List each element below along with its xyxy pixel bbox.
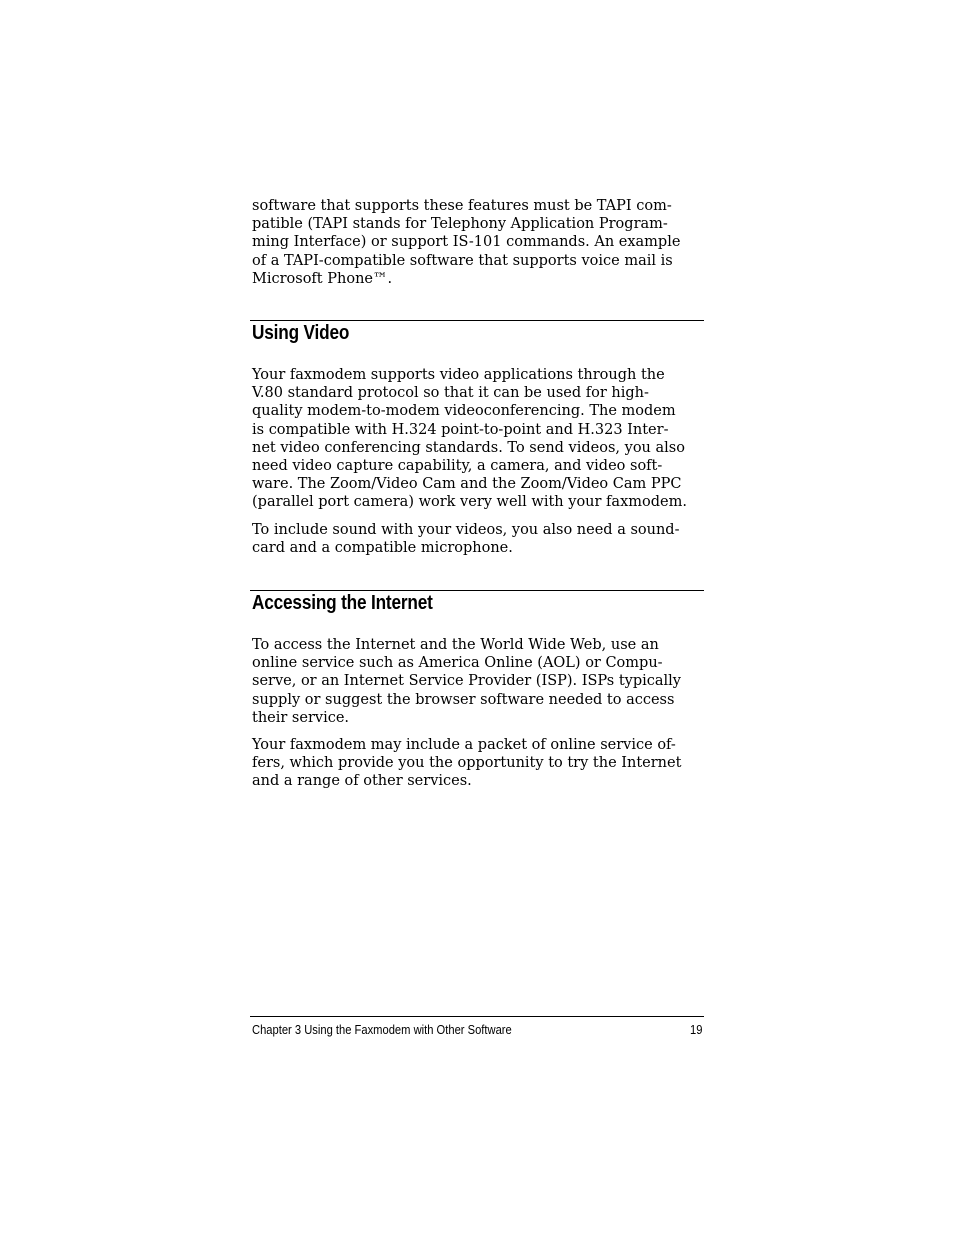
video-paragraph-1: Your faxmodem supports video applications through the V.80 standard protocol so that it can be used for high- quality modem-to-modem videoconferencing. The modem is compatible with H.324 point-to-point and H.323 Inter- net video conferencing standards. To send videos, you also need video capture capability, a camera, and video soft- ware. The Zoom/Video Cam and the Zoom/Video Cam PPC (parallel port camera) work very well with your faxmodem. bbox=[252, 367, 687, 511]
internet-paragraph-2: Your faxmodem may include a packet of online service of- fers, which provide you the opportunity to try the Internet and a range of other services. bbox=[252, 737, 682, 790]
internet-paragraph-1: To access the Internet and the World Wide Web, use an online service such as America Online (AOL) or Compu- serve, or an Internet Service Provider (ISP). ISPs typically supply or suggest the browser software needed to access their service. bbox=[252, 637, 682, 726]
footer-chapter-title: Chapter 3 Using the Faxmodem with Other Software bbox=[252, 1022, 512, 1037]
footer-divider bbox=[250, 1016, 704, 1017]
footer-page-number: 19 bbox=[689, 1022, 702, 1037]
section-heading-accessing-internet: Accessing the Internet bbox=[252, 592, 433, 614]
section-divider-internet bbox=[250, 590, 704, 591]
section-divider-video bbox=[250, 320, 704, 321]
video-paragraph-2: To include sound with your videos, you also need a sound- card and a compatible microphone. bbox=[252, 522, 680, 557]
intro-paragraph: software that supports these features must be TAPI com- patible (TAPI stands for Telephony Application Program- ming Interface) or support IS-101 commands. An example of a TAPI-compatible software that supports voice mail is Microsoft Phone™. bbox=[252, 198, 681, 287]
section-heading-using-video: Using Video bbox=[252, 322, 350, 344]
